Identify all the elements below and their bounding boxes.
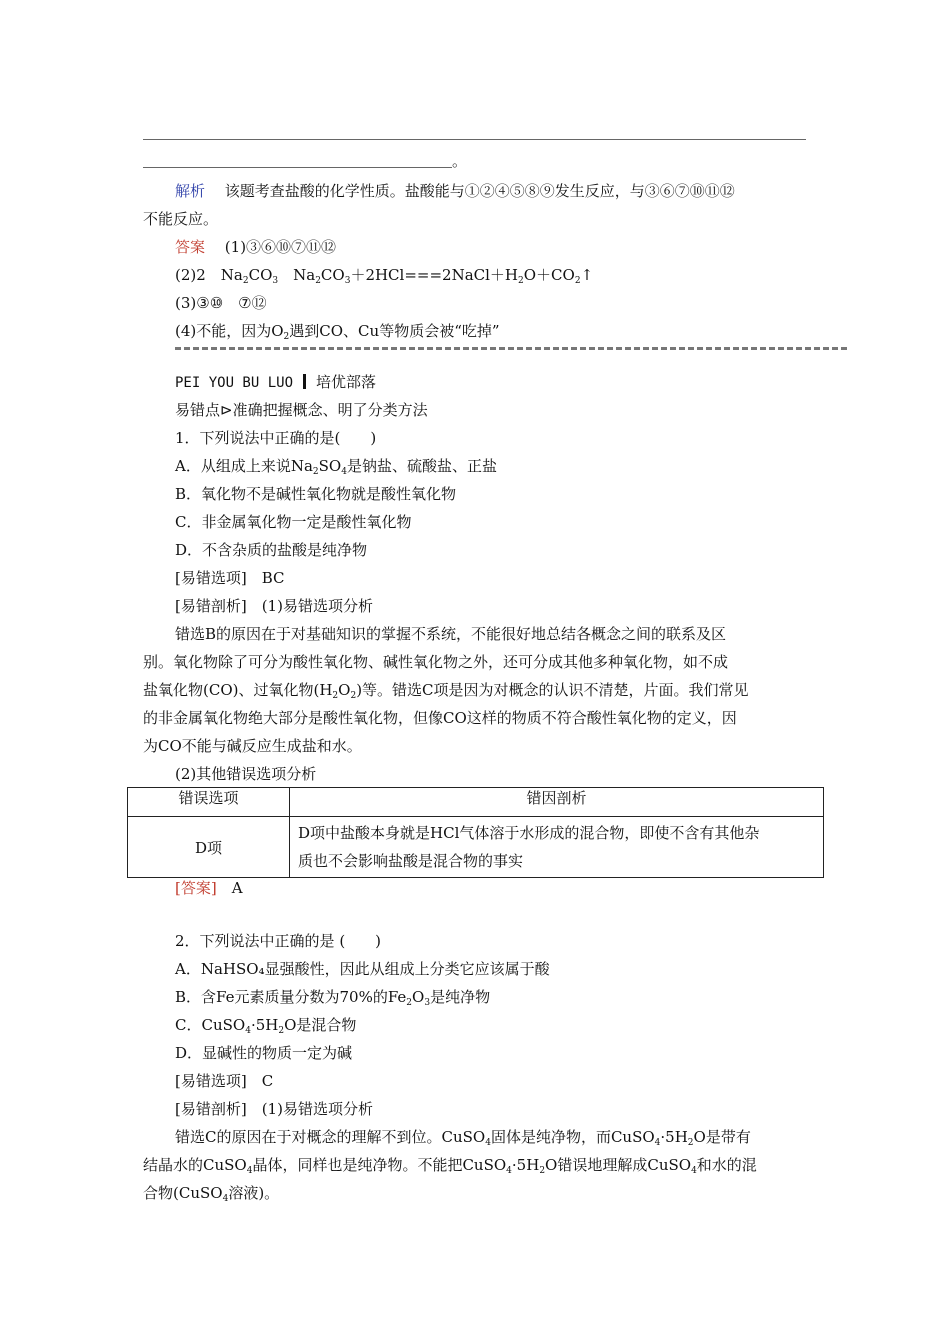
q2-p2-part: 结晶水的CuSO bbox=[143, 1156, 247, 1174]
sub: 2 bbox=[283, 332, 290, 342]
section-header bbox=[175, 371, 376, 392]
q1-option-c: C．非金属氧化物一定是酸性氧化物 bbox=[175, 513, 412, 531]
answer-line-1 bbox=[175, 236, 336, 257]
section-title: 培优部落 bbox=[316, 373, 377, 391]
sub: 4 bbox=[341, 467, 347, 477]
sub: 4 bbox=[485, 1138, 491, 1148]
q1-para-4: 的非金属氧化物绝大部分是酸性氧化物，但像CO这样的物质不符合酸性氧化物的定义，因 bbox=[143, 709, 737, 727]
q1-wrong-option: [易错选项] BC bbox=[175, 569, 285, 587]
answer-part-1: (1)③⑥⑩⑦⑪⑫ bbox=[224, 238, 337, 256]
answer-part-2c: Na bbox=[278, 266, 316, 284]
analysis-label: 解析 bbox=[175, 182, 206, 200]
sub: 2 bbox=[350, 691, 357, 701]
answer-part-2e: ＋2HCl===2NaCl＋H bbox=[350, 266, 519, 284]
answer-blank-line-2 bbox=[143, 167, 452, 168]
sub: 4 bbox=[654, 1138, 661, 1148]
sub: 3 bbox=[344, 276, 351, 286]
sub: 4 bbox=[246, 1166, 253, 1176]
q2-para-3 bbox=[143, 1182, 279, 1203]
answer-part-2a: (2)2 Na bbox=[175, 266, 243, 284]
sub: 2 bbox=[332, 691, 339, 701]
analysis-text-1: 该题考查盐酸的化学性质。盐酸能与①②④⑤⑧⑨发生反应，与③⑥⑦⑩⑪⑫ bbox=[224, 182, 735, 200]
q1-para-5: 为CO不能与碱反应生成盐和水。 bbox=[143, 737, 362, 755]
answer-label: 答案 bbox=[175, 238, 206, 256]
answer-part-2f: O＋CO bbox=[523, 266, 575, 284]
table-reason-line-1: D项中盐酸本身就是HCl气体溶于水形成的混合物，即使不含有其他杂 bbox=[298, 824, 760, 842]
sub: 2 bbox=[242, 276, 249, 286]
answer-blank-line-1 bbox=[143, 139, 806, 140]
sub: 3 bbox=[424, 998, 431, 1008]
answer-part-2d: CO bbox=[320, 266, 345, 284]
q1-a-part: A．从组成上来说Na bbox=[175, 457, 313, 475]
q1-stem: 1．下列说法中正确的是( ) bbox=[175, 429, 377, 447]
q2-p1-part: 固体是纯净物，而CuSO bbox=[490, 1128, 655, 1146]
q2-b-part: 是纯净物 bbox=[430, 988, 491, 1006]
q1-answer-value: A bbox=[231, 879, 243, 897]
q2-analysis-head: [易错剖析] (1)易错选项分析 bbox=[175, 1100, 373, 1118]
q2-p2-part: O错误地理解成CuSO bbox=[545, 1156, 692, 1174]
q2-option-b bbox=[175, 986, 490, 1007]
q1-option-a bbox=[175, 455, 497, 476]
sub: 2 bbox=[315, 276, 321, 286]
q2-p1-part: ·5H bbox=[660, 1128, 688, 1146]
answer-line-4 bbox=[175, 320, 500, 341]
table-header-option: 错误选项 bbox=[128, 788, 290, 817]
q2-wrong-option: [易错选项] C bbox=[175, 1072, 274, 1090]
answer-part-4b: 遇到CO、Cu等物质会被“吃掉” bbox=[289, 322, 500, 340]
sub: 2 bbox=[574, 276, 581, 286]
sub: 2 bbox=[406, 998, 413, 1008]
error-analysis-table bbox=[127, 787, 824, 878]
section-latin: PEI YOU BU LUO bbox=[175, 375, 294, 391]
q1-para-1: 错选B的原因在于对基础知识的掌握不系统，不能很好地总结各概念之间的联系及区 bbox=[175, 625, 727, 643]
q1-other-head: (2)其他错误选项分析 bbox=[175, 765, 317, 783]
up-arrow: ↑ bbox=[580, 266, 594, 284]
q2-option-a: A．NaHSO₄显强酸性，因此从组成上分类它应该属于酸 bbox=[175, 960, 550, 978]
table-cell-reason bbox=[290, 817, 824, 878]
q1-p3-part: )等。错选C项是因为对概念的认识不清楚，片面。我们常见 bbox=[356, 681, 749, 699]
sub: 2 bbox=[539, 1166, 546, 1176]
sub: 4 bbox=[245, 1026, 251, 1036]
sub: 2 bbox=[518, 276, 524, 286]
blank-period: 。 bbox=[452, 152, 468, 170]
table-cell-option: D项 bbox=[128, 817, 290, 878]
q1-para-3 bbox=[143, 679, 749, 700]
q1-a-part: 是钠盐、硫酸盐、正盐 bbox=[346, 457, 497, 475]
q2-para-2 bbox=[143, 1154, 757, 1175]
table-header-row bbox=[128, 788, 824, 817]
sub: 4 bbox=[506, 1166, 512, 1176]
table-reason-line-2: 质也不会影响盐酸是混合物的事实 bbox=[298, 852, 524, 870]
sub: 4 bbox=[691, 1166, 697, 1176]
q2-p2-part: ·5H bbox=[511, 1156, 540, 1174]
divider-bar bbox=[303, 374, 306, 389]
q1-p3-part: 盐氧化物(CO)、过氧化物(H bbox=[143, 681, 333, 699]
q2-c-part: ·5H bbox=[250, 1016, 279, 1034]
q1-answer bbox=[175, 877, 243, 898]
answer-line-3: (3)③⑩ ⑦⑫ bbox=[175, 294, 267, 312]
q2-option-d: D．显碱性的物质一定为碱 bbox=[175, 1044, 353, 1062]
q1-answer-label: [答案] bbox=[175, 879, 217, 897]
q2-b-part: B．含Fe元素质量分数为70%的Fe bbox=[175, 988, 407, 1006]
sub: 2 bbox=[687, 1138, 694, 1148]
section-divider bbox=[175, 347, 847, 350]
q2-p2-part: 和水的混 bbox=[696, 1156, 757, 1174]
q1-option-b: B．氧化物不是碱性氧化物就是酸性氧化物 bbox=[175, 485, 457, 503]
answer-part-4a: (4)不能，因为O bbox=[175, 322, 284, 340]
table-header-reason: 错因剖析 bbox=[290, 788, 824, 817]
q2-c-part: C．CuSO bbox=[175, 1016, 246, 1034]
analysis-line-1 bbox=[175, 180, 735, 201]
table-row bbox=[128, 817, 824, 878]
q1-a-part: SO bbox=[318, 457, 342, 475]
q2-p1-part: 错选C的原因在于对概念的理解不到位。CuSO bbox=[175, 1128, 486, 1146]
sub: 2 bbox=[278, 1026, 285, 1036]
q2-p3-part: 溶液)。 bbox=[228, 1184, 280, 1202]
sub: 4 bbox=[222, 1194, 229, 1204]
q1-para-2: 别。氧化物除了可分为酸性氧化物、碱性氧化物之外，还可分成其他多种氧化物，如不成 bbox=[143, 653, 729, 671]
q2-p2-part: 晶体，同样也是纯净物。不能把CuSO bbox=[252, 1156, 507, 1174]
q2-b-part: O bbox=[412, 988, 425, 1006]
q2-p1-part: O是带有 bbox=[693, 1128, 751, 1146]
q1-p3-part: O bbox=[338, 681, 351, 699]
answer-part-2b: CO bbox=[248, 266, 273, 284]
q2-stem: 2．下列说法中正确的是 ( ) bbox=[175, 932, 382, 950]
section-subtitle: 易错点⊳准确把握概念、明了分类方法 bbox=[175, 401, 428, 419]
sub: 2 bbox=[312, 467, 319, 477]
q2-p3-part: 合物(CuSO bbox=[143, 1184, 223, 1202]
q1-analysis-head: [易错剖析] (1)易错选项分析 bbox=[175, 597, 373, 615]
q2-para-1 bbox=[175, 1126, 751, 1147]
sub: 3 bbox=[272, 276, 279, 286]
q2-option-c bbox=[175, 1014, 356, 1035]
answer-line-2 bbox=[175, 264, 593, 285]
q1-option-d: D．不含杂质的盐酸是纯净物 bbox=[175, 541, 368, 559]
analysis-text-2: 不能反应。 bbox=[143, 210, 219, 228]
q2-c-part: O是混合物 bbox=[284, 1016, 357, 1034]
